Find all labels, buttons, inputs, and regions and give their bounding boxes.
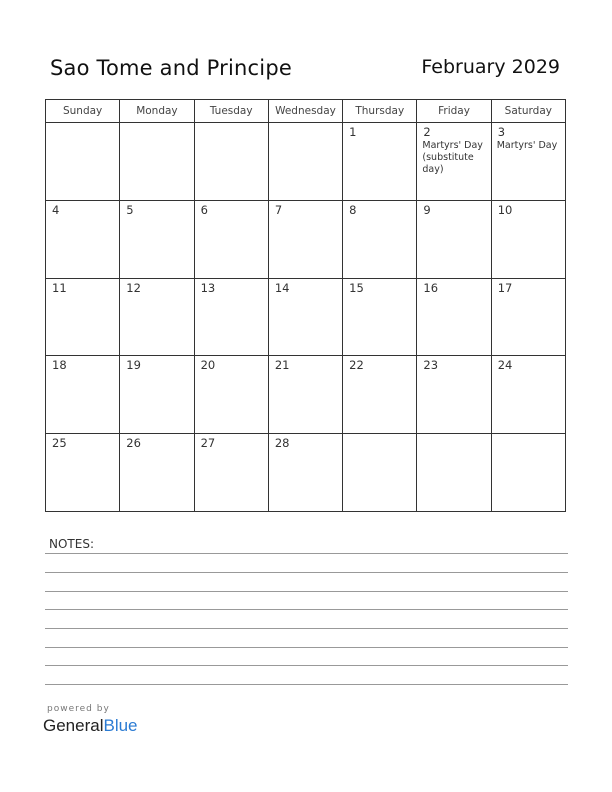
notes-line [45, 647, 568, 648]
day-number: 28 [274, 436, 290, 451]
weekday-header: Wednesday [268, 100, 342, 123]
day-number: 22 [349, 358, 364, 373]
day-cell [343, 200, 417, 278]
day-cell [343, 356, 417, 434]
day-number: 25 [52, 436, 67, 451]
day-cell [417, 278, 491, 356]
day-cell [268, 278, 342, 356]
weekday-header: Monday [120, 100, 194, 123]
day-number: 19 [126, 358, 141, 373]
notes-line [45, 628, 568, 629]
weekday-header: Sunday [46, 100, 120, 123]
notes-line [45, 591, 568, 592]
brand-name-part2: Blue [103, 716, 138, 735]
notes-line [45, 572, 568, 573]
day-cell [194, 200, 268, 278]
day-cell [194, 278, 268, 356]
day-cell [46, 200, 120, 278]
brand-name-part1: General [43, 716, 104, 735]
day-number: 3 [497, 125, 506, 139]
brand-logo[interactable] [43, 716, 138, 736]
day-cell [343, 278, 417, 356]
day-number: 27 [200, 436, 216, 451]
notes-line [45, 665, 568, 666]
notes-line [45, 684, 568, 685]
week-row [46, 123, 566, 201]
powered-by-text: powered by [47, 704, 110, 714]
day-cell [417, 123, 491, 201]
day-number: 14 [274, 280, 290, 295]
day-cell [268, 434, 342, 512]
day-number: 7 [274, 202, 283, 217]
day-number: 17 [497, 280, 513, 295]
week-row [46, 200, 566, 278]
day-cell [120, 278, 194, 356]
weekday-header: Tuesday [194, 100, 268, 123]
day-cell [194, 356, 268, 434]
day-number: 16 [423, 280, 439, 295]
day-cell [491, 356, 565, 434]
day-number: 13 [200, 280, 216, 295]
country-title: Sao Tome and Principe [50, 56, 292, 80]
day-cell [417, 356, 491, 434]
notes-line [45, 553, 568, 554]
day-number: 11 [52, 280, 67, 295]
weekday-header-row [46, 100, 566, 123]
day-cell [194, 123, 268, 201]
day-number: 15 [349, 280, 364, 295]
holiday-label: Martyrs' Day [496, 140, 558, 151]
day-number: 4 [52, 202, 60, 217]
day-cell [491, 123, 565, 201]
day-number: 20 [200, 358, 216, 373]
day-cell [491, 278, 565, 356]
day-cell [120, 434, 194, 512]
day-cell [417, 434, 491, 512]
day-cell [491, 434, 565, 512]
day-number: 18 [52, 358, 67, 373]
day-cell [46, 434, 120, 512]
day-number: 26 [126, 436, 141, 451]
day-number: 8 [349, 202, 357, 217]
day-cell [120, 123, 194, 201]
day-cell [268, 200, 342, 278]
day-cell [491, 200, 565, 278]
weekday-header: Friday [417, 100, 491, 123]
day-cell [46, 278, 120, 356]
week-row [46, 356, 566, 434]
day-cell [343, 434, 417, 512]
day-number: 1 [349, 125, 357, 139]
day-cell [46, 123, 120, 201]
holiday-label: Martyrs' Day (substitute day) [422, 140, 483, 175]
day-number: 21 [274, 358, 290, 373]
day-cell [343, 123, 417, 201]
day-number: 9 [423, 202, 431, 217]
day-number: 12 [126, 280, 141, 295]
notes-label: NOTES: [49, 537, 94, 551]
week-row [46, 434, 566, 512]
weekday-header: Saturday [491, 100, 565, 123]
day-number: 5 [126, 202, 134, 217]
day-cell [268, 356, 342, 434]
day-cell [46, 356, 120, 434]
calendar-grid [45, 99, 566, 512]
month-title: February 2029 [421, 56, 560, 78]
week-row [46, 278, 566, 356]
day-number: 24 [497, 358, 513, 373]
day-number: 10 [497, 202, 513, 217]
day-number: 2 [423, 125, 431, 139]
day-cell [268, 123, 342, 201]
day-cell [120, 356, 194, 434]
day-number: 6 [200, 202, 208, 217]
day-cell [120, 200, 194, 278]
day-cell [194, 434, 268, 512]
day-number: 23 [423, 358, 439, 373]
weekday-header: Thursday [343, 100, 417, 123]
notes-line [45, 609, 568, 610]
day-cell [417, 200, 491, 278]
